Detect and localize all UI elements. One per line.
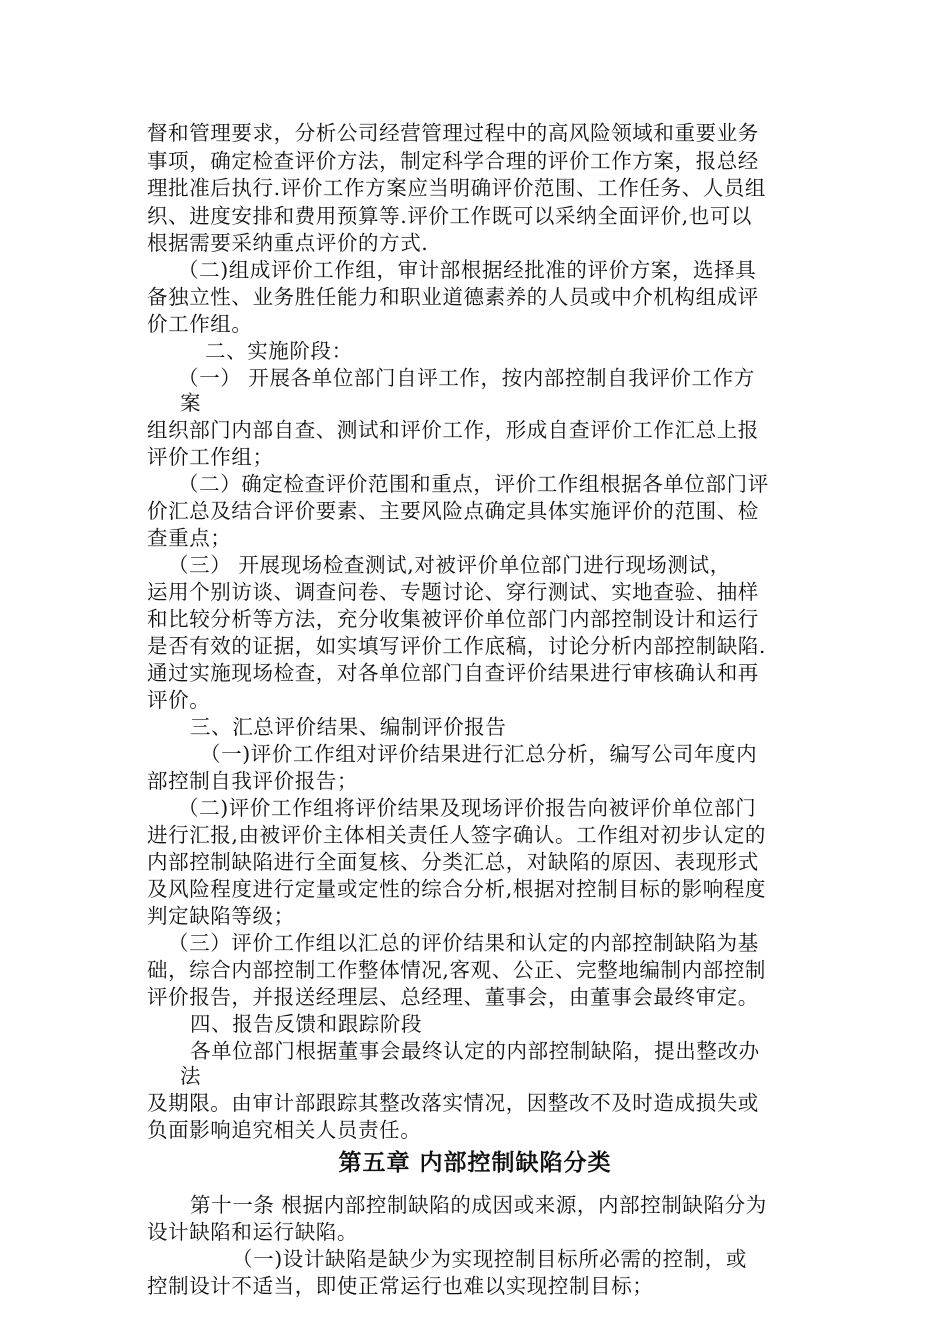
body-line: 织、进度安排和费用预算等.评价工作既可以采纳全面评价,也可以 [147,204,753,228]
body-line: 查重点； [147,526,232,550]
section-heading: 四、报告反馈和跟踪阶段 [190,1012,423,1036]
body-line: 评价报告，并报送经理层、总经理、董事会，由董事会最终审定。 [147,985,759,1009]
body-line: 法 [180,1064,202,1088]
paragraph-start-line: （一)设计缺陷是缺少为实现控制目标所必需的控制，或 [232,1247,747,1271]
section-heading: 二、实施阶段： [205,339,353,363]
body-line: 内部控制缺陷进行全面复核、分类汇总，对缺陷的原因、表现形式 [147,850,759,874]
paragraph-start-line: （三） 开展现场检查测试,对被评价单位部门进行现场测试， [168,553,731,577]
paragraph-start-line: （一） 开展各单位部门自评工作，按内部控制自我评价工作方 [178,366,755,390]
body-line: 理批准后执行.评价工作方案应当明确评价范围、工作任务、人员组 [147,176,767,200]
paragraph-start-line: （二）确定检查评价范围和重点，评价工作组根据各单位部门评 [178,472,769,496]
section-heading: 三、汇总评价结果、编制评价报告 [190,715,507,739]
body-line: 负面影响追究相关人员责任。 [147,1118,422,1142]
body-line: 控制设计不适当，即使正常运行也难以实现控制目标； [147,1274,654,1298]
body-line: 评价工作组； [147,445,274,469]
body-line: 通过实施现场检查，对各单位部门自查评价结果进行审核确认和再 [147,661,759,685]
body-line: 判定缺陷等级； [147,904,295,928]
body-line: 价汇总及结合评价要素、主要风险点确定具体实施评价的范围、检 [147,499,759,523]
paragraph-start-line: 各单位部门根据董事会最终认定的内部控制缺陷，提出整改办 [190,1039,760,1063]
paragraph-start-line: （三）评价工作组以汇总的评价结果和认定的内部控制缺陷为基 [168,931,759,955]
body-line: 础，综合内部控制工作整体情况,客观、公正、完整地编制内部控制 [147,958,767,982]
chapter-heading: 第五章 内部控制缺陷分类 [338,1150,612,1176]
body-line: 设计缺陷和运行缺陷。 [147,1220,358,1244]
paragraph-start-line: （二)组成评价工作组，审计部根据经批准的评价方案，选择具 [178,258,757,282]
body-line: 案 [180,391,202,415]
body-line: 及期限。由审计部跟踪其整改落实情况，因整改不及时造成损失或 [147,1091,759,1115]
body-line: 组织部门内部自查、测试和评价工作，形成自查评价工作汇总上报 [147,418,759,442]
body-line: 督和管理要求，分析公司经营管理过程中的高风险领域和重要业务 [147,121,759,145]
paragraph-start-line: （二)评价工作组将评价结果及现场评价报告向被评价单位部门 [178,796,757,820]
body-line: 价工作组。 [147,312,253,336]
body-line: 事项，确定检查评价方法，制定科学合理的评价工作方案，报总经 [147,149,759,173]
paragraph-start-line: （一)评价工作组对评价结果进行汇总分析，编写公司年度内 [200,742,758,766]
body-line: 备独立性、业务胜任能力和职业道德素养的人员或中介机构组成评 [147,285,759,309]
body-line: 运用个别访谈、调查问卷、专题讨论、穿行测试、实地查验、抽样 [147,580,759,604]
body-line: 进行汇报,由被评价主体相关责任人签字确认。工作组对初步认定的 [147,823,767,847]
body-line: 和比较分析等方法，充分收集被评价单位部门内部控制设计和运行 [147,607,759,631]
article-line: 第十一条 根据内部控制缺陷的成因或来源，内部控制缺陷分为 [190,1193,767,1217]
body-line: 部控制自我评价报告； [147,769,358,793]
body-line: 及风险程度进行定量或定性的综合分析,根据对控制目标的影响程度 [147,877,767,901]
body-line: 根据需要采纳重点评价的方式. [147,231,429,255]
body-line: 评价。 [147,688,211,712]
body-line: 是否有效的证据，如实填写评价工作底稿，讨论分析内部控制缺陷. [147,634,767,658]
